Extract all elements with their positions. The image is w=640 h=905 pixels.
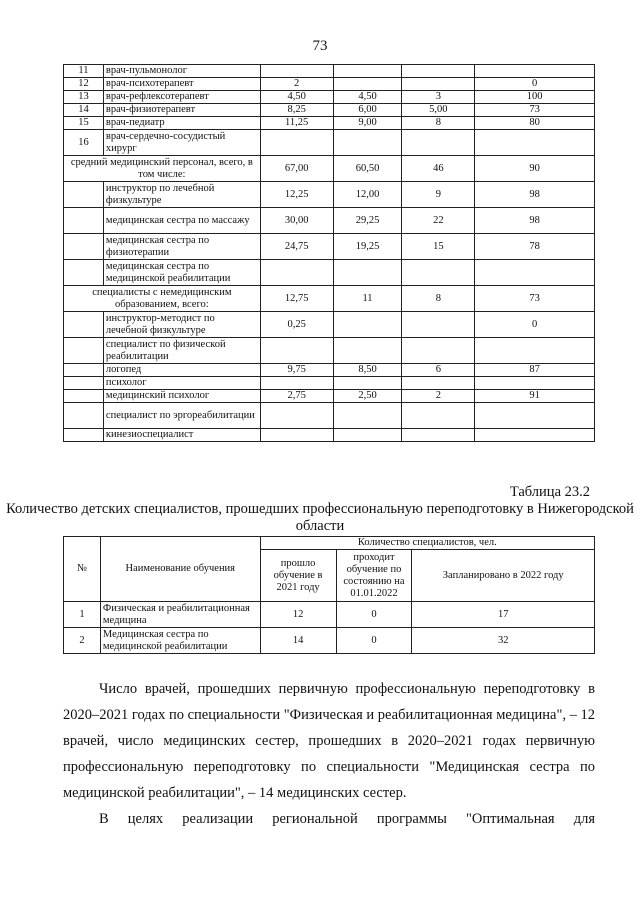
row-value-1: 4,50 <box>260 91 333 104</box>
table-row <box>64 429 595 442</box>
specialists-table <box>63 64 595 442</box>
row-name: кинезиоспециалист <box>103 429 260 442</box>
row-name: специалист по физической реабилитации <box>103 338 260 364</box>
row-number <box>64 182 104 208</box>
row-number: 1 <box>64 602 101 628</box>
header-group: Количество специалистов, чел. <box>260 537 594 550</box>
row-number <box>64 429 104 442</box>
row-name: медицинская сестра по медицинской реабилитации <box>103 260 260 286</box>
row-value-1: 2 <box>260 78 333 91</box>
row-value-2: 2,50 <box>333 390 402 403</box>
row-value-3 <box>402 260 475 286</box>
row-value-1 <box>260 338 333 364</box>
row-value-4 <box>475 65 595 78</box>
row-number <box>64 390 104 403</box>
row-name: врач-педиатр <box>103 117 260 130</box>
row-name: медицинская сестра по массажу <box>103 208 260 234</box>
row-value-2: 60,50 <box>333 156 402 182</box>
row-value-2: 6,00 <box>333 104 402 117</box>
row-name: медицинский психолог <box>103 390 260 403</box>
row-value-1: 30,00 <box>260 208 333 234</box>
row-value-1: 12,25 <box>260 182 333 208</box>
row-value-3: 2 <box>402 390 475 403</box>
header-completed-2021: прошло обучение в 2021 году <box>260 550 336 602</box>
row-value-4: 87 <box>475 364 595 377</box>
row-number <box>64 260 104 286</box>
table-row <box>64 182 595 208</box>
paragraph-2: В целях реализации региональной программы "Оптимальная для <box>99 811 595 827</box>
row-number <box>64 234 104 260</box>
row-planned: 17 <box>412 602 595 628</box>
row-value-1 <box>260 403 333 429</box>
row-name: средний медицинский персонал, всего, в том числе: <box>64 156 261 182</box>
row-value-1 <box>260 65 333 78</box>
row-number: 11 <box>64 65 104 78</box>
row-value-2 <box>333 130 402 156</box>
row-name: специалисты с немедицинским образованием, всего: <box>64 286 261 312</box>
row-completed: 14 <box>260 628 336 654</box>
row-value-4: 80 <box>475 117 595 130</box>
table-row <box>64 104 595 117</box>
row-number <box>64 338 104 364</box>
row-value-1 <box>260 260 333 286</box>
row-value-4: 73 <box>475 104 595 117</box>
row-value-2 <box>333 377 402 390</box>
row-in-progress: 0 <box>336 602 412 628</box>
row-value-3 <box>402 429 475 442</box>
row-value-1: 11,25 <box>260 117 333 130</box>
row-number <box>64 377 104 390</box>
row-value-3: 46 <box>402 156 475 182</box>
row-value-4 <box>475 130 595 156</box>
table-row <box>64 312 595 338</box>
row-value-1: 0,25 <box>260 312 333 338</box>
row-name: психолог <box>103 377 260 390</box>
row-value-3 <box>402 312 475 338</box>
row-in-progress: 0 <box>336 628 412 654</box>
header-in-progress: проходит обучение по состоянию на 01.01.2022 <box>336 550 412 602</box>
table-row <box>64 403 595 429</box>
row-number: 14 <box>64 104 104 117</box>
row-name: специалист по эргореабилитации <box>103 403 260 429</box>
row-value-2 <box>333 65 402 78</box>
row-value-3: 15 <box>402 234 475 260</box>
row-value-4 <box>475 403 595 429</box>
table-row <box>64 364 595 377</box>
row-number: 12 <box>64 78 104 91</box>
row-value-1: 8,25 <box>260 104 333 117</box>
row-value-2 <box>333 260 402 286</box>
row-value-3: 3 <box>402 91 475 104</box>
row-value-3: 8 <box>402 117 475 130</box>
table-row <box>64 117 595 130</box>
row-value-3: 22 <box>402 208 475 234</box>
row-name: врач-физиотерапевт <box>103 104 260 117</box>
row-name: врач-рефлексотерапевт <box>103 91 260 104</box>
row-value-2 <box>333 78 402 91</box>
row-value-2: 19,25 <box>333 234 402 260</box>
table-label: Таблица 23.2 <box>509 484 590 500</box>
table-row <box>64 338 595 364</box>
row-value-4 <box>475 429 595 442</box>
row-value-4: 0 <box>475 312 595 338</box>
table-row <box>64 286 595 312</box>
row-value-2: 29,25 <box>333 208 402 234</box>
header-name: Наименование обучения <box>100 537 260 602</box>
table-title: Количество детских специалистов, прошедших профессиональную переподготовку в Нижегородской области <box>6 501 634 534</box>
row-value-1: 12,75 <box>260 286 333 312</box>
row-value-2 <box>333 403 402 429</box>
row-name: медицинская сестра по физиотерапии <box>103 234 260 260</box>
table-row <box>64 156 595 182</box>
row-number <box>64 208 104 234</box>
row-value-1 <box>260 377 333 390</box>
row-value-3: 5,00 <box>402 104 475 117</box>
table-row <box>64 602 595 628</box>
header-number: № <box>64 537 101 602</box>
row-number <box>64 403 104 429</box>
header-planned-2022: Запланировано в 2022 году <box>412 550 595 602</box>
row-value-4 <box>475 338 595 364</box>
row-value-4 <box>475 260 595 286</box>
row-name: инструктор-методист по лечебной физкультуре <box>103 312 260 338</box>
paragraph-1: Число врачей, прошедших первичную профессиональную переподготовку в 2020–2021 годах по специальности "Физическая и реабилитационная медицина", – 12 врачей, число медицинских сестер, прошедших в 2020–2021 годах первичную профессиональную переподготовку по специальности "Медицинская сестра по медицинской реабилитации", – 14 медицинских сестер. <box>63 681 596 801</box>
row-value-4 <box>475 377 595 390</box>
row-planned: 32 <box>412 628 595 654</box>
row-value-4: 98 <box>475 182 595 208</box>
row-value-4: 0 <box>475 78 595 91</box>
row-number <box>64 312 104 338</box>
row-value-1: 9,75 <box>260 364 333 377</box>
row-value-2 <box>333 338 402 364</box>
table-row <box>64 208 595 234</box>
table-row <box>64 130 595 156</box>
row-number: 16 <box>64 130 104 156</box>
table-row <box>64 78 595 91</box>
row-value-2: 4,50 <box>333 91 402 104</box>
row-value-4: 73 <box>475 286 595 312</box>
row-value-2: 12,00 <box>333 182 402 208</box>
row-value-2 <box>333 429 402 442</box>
row-value-3 <box>402 403 475 429</box>
table-row <box>64 65 595 78</box>
row-value-3 <box>402 377 475 390</box>
row-name: Физическая и реабилитационная медицина <box>100 602 260 628</box>
table-row <box>64 234 595 260</box>
row-name: Медицинская сестра по медицинской реабилитации <box>100 628 260 654</box>
row-number: 13 <box>64 91 104 104</box>
table-row <box>64 91 595 104</box>
row-value-3: 6 <box>402 364 475 377</box>
row-name: инструктор по лечебной физкультуре <box>103 182 260 208</box>
row-value-4: 90 <box>475 156 595 182</box>
row-value-2: 11 <box>333 286 402 312</box>
row-value-4: 100 <box>475 91 595 104</box>
row-completed: 12 <box>260 602 336 628</box>
table-row <box>64 390 595 403</box>
row-value-2: 8,50 <box>333 364 402 377</box>
row-value-3: 9 <box>402 182 475 208</box>
row-number <box>64 364 104 377</box>
row-value-3: 8 <box>402 286 475 312</box>
row-value-3 <box>402 78 475 91</box>
row-value-1 <box>260 429 333 442</box>
row-name: врач-пульмонолог <box>103 65 260 78</box>
row-value-3 <box>402 130 475 156</box>
row-value-1 <box>260 130 333 156</box>
table-row <box>64 260 595 286</box>
page-number: 73 <box>312 38 328 54</box>
row-number: 2 <box>64 628 101 654</box>
row-number: 15 <box>64 117 104 130</box>
row-value-4: 91 <box>475 390 595 403</box>
row-name: врач-психотерапевт <box>103 78 260 91</box>
retraining-table <box>63 536 595 654</box>
row-value-1: 67,00 <box>260 156 333 182</box>
row-value-4: 78 <box>475 234 595 260</box>
row-value-2 <box>333 312 402 338</box>
row-value-3 <box>402 338 475 364</box>
row-value-1: 24,75 <box>260 234 333 260</box>
table-row <box>64 628 595 654</box>
row-name: врач-сердечно-сосудистый хирург <box>103 130 260 156</box>
row-value-1: 2,75 <box>260 390 333 403</box>
table-row <box>64 377 595 390</box>
row-value-3 <box>402 65 475 78</box>
row-name: логопед <box>103 364 260 377</box>
row-value-4: 98 <box>475 208 595 234</box>
row-value-2: 9,00 <box>333 117 402 130</box>
